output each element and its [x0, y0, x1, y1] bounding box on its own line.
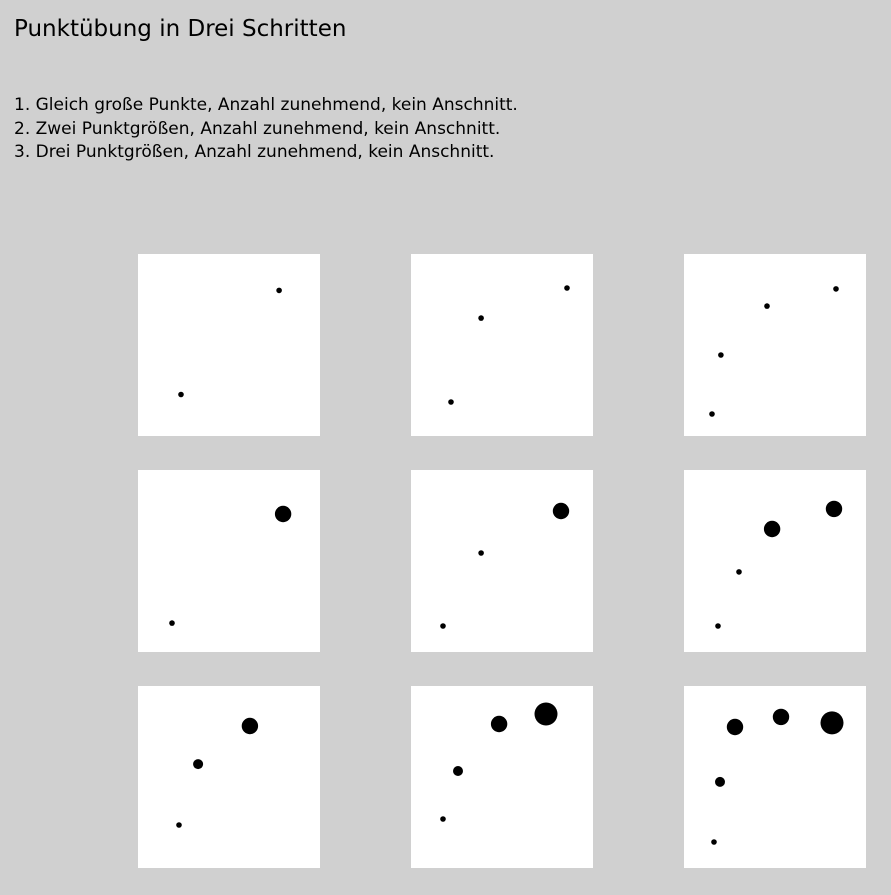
panel-row3-col1	[138, 686, 320, 868]
dot-small-1	[276, 288, 282, 294]
dot-medium-1	[275, 506, 291, 522]
panel-row1-col2	[411, 254, 593, 436]
dot-small-4	[440, 816, 446, 822]
panel-canvas	[684, 254, 866, 436]
panel-row2-col3	[684, 470, 866, 652]
panel-canvas	[138, 686, 320, 868]
panel-row1-col3	[684, 254, 866, 436]
panel-row2-col1	[138, 470, 320, 652]
dot-small-3	[176, 822, 182, 828]
panel-canvas	[684, 686, 866, 868]
dot-small2-3	[453, 766, 463, 776]
panel-canvas	[684, 470, 866, 652]
dot-large-1	[535, 703, 558, 726]
panel-row2-col2	[411, 470, 593, 652]
dot-small-1	[564, 285, 570, 291]
dot-small-5	[711, 839, 717, 845]
dot-small2-2	[193, 759, 203, 769]
step-1: 1. Gleich große Punkte, Anzahl zunehmend, kein Anschnitt.	[14, 95, 518, 115]
dot-large-1	[821, 711, 844, 734]
dot-small2-4	[715, 777, 725, 787]
dot-small-4	[715, 623, 721, 629]
step-list	[14, 94, 518, 165]
dot-small-2	[178, 392, 184, 398]
dot-medium-2	[773, 709, 789, 725]
dot-medium-3	[727, 719, 743, 735]
dot-small-2	[169, 620, 175, 626]
dot-small-3	[736, 569, 742, 575]
dot-medium-1	[553, 503, 569, 519]
panel-row3-col2	[411, 686, 593, 868]
dot-small-2	[478, 315, 484, 321]
dot-small-1	[833, 286, 839, 292]
dot-small-4	[709, 411, 715, 417]
panel-row1-col1	[138, 254, 320, 436]
step-2: 2. Zwei Punktgrößen, Anzahl zunehmend, kein Anschnitt.	[14, 118, 501, 139]
dot-medium-2	[764, 521, 780, 537]
page-title: Punktübung in Drei Schritten	[14, 16, 347, 42]
dot-small-2	[478, 550, 484, 556]
panel-canvas	[138, 254, 320, 436]
dot-small-2	[764, 303, 770, 309]
dot-medium-2	[491, 716, 507, 732]
dot-small-3	[448, 399, 454, 405]
dot-small-3	[440, 623, 446, 629]
panel-canvas	[411, 686, 593, 868]
dot-medium-1	[826, 501, 842, 517]
panel-row3-col3	[684, 686, 866, 868]
panel-canvas	[411, 470, 593, 652]
dot-medium-1	[242, 718, 258, 734]
panel-canvas	[411, 254, 593, 436]
step-3: 3. Drei Punktgrößen, Anzahl zunehmend, kein Anschnitt.	[14, 142, 495, 162]
panel-canvas	[138, 470, 320, 652]
dot-small-3	[718, 352, 724, 358]
